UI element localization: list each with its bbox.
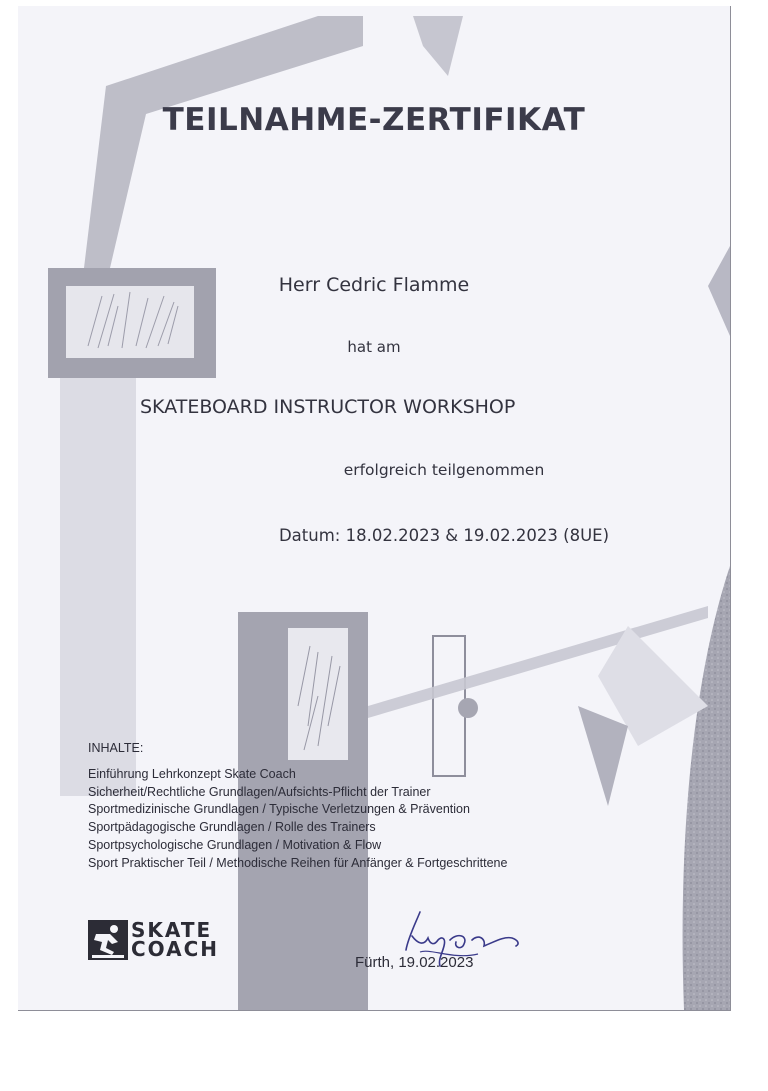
contents-section bbox=[88, 740, 507, 873]
contents-item: Sportpädagogische Grundlagen / Rolle des Trainers bbox=[88, 820, 376, 835]
logo-text-line2: COACH bbox=[131, 937, 220, 961]
intro-text: hat am bbox=[347, 338, 401, 356]
contents-item: Sicherheit/Rechtliche Grundlagen/Aufsichts-Pflicht der Trainer bbox=[88, 784, 431, 799]
course-name: SKATEBOARD INSTRUCTOR WORKSHOP bbox=[140, 396, 516, 418]
contents-item: Einführung Lehrkonzept Skate Coach bbox=[88, 766, 296, 781]
participant-name: Herr Cedric Flamme bbox=[278, 274, 470, 296]
result-text: erfolgreich teilgenommen bbox=[343, 461, 545, 479]
certificate-sheet bbox=[18, 6, 731, 1011]
skate-coach-logo bbox=[88, 920, 219, 960]
place-and-date: Fürth, 19.02.2023 bbox=[355, 954, 474, 971]
contents-item: Sportpsychologische Grundlagen / Motivation & Flow bbox=[88, 837, 382, 852]
contents-heading: INHALTE: bbox=[88, 741, 144, 755]
contents-list bbox=[88, 766, 507, 873]
date-line: Datum: 18.02.2023 & 19.02.2023 (8UE) bbox=[278, 526, 610, 545]
certificate-title: TEILNAHME-ZERTIFIKAT bbox=[162, 102, 586, 138]
skater-icon bbox=[88, 920, 128, 960]
logo-text-line1: SKATE bbox=[131, 918, 213, 942]
contents-item: Sport Praktischer Teil / Methodische Reihen für Anfänger & Fortgeschrittene bbox=[88, 855, 508, 870]
contents-item: Sportmedizinische Grundlagen / Typische Verletzungen & Prävention bbox=[88, 802, 470, 817]
